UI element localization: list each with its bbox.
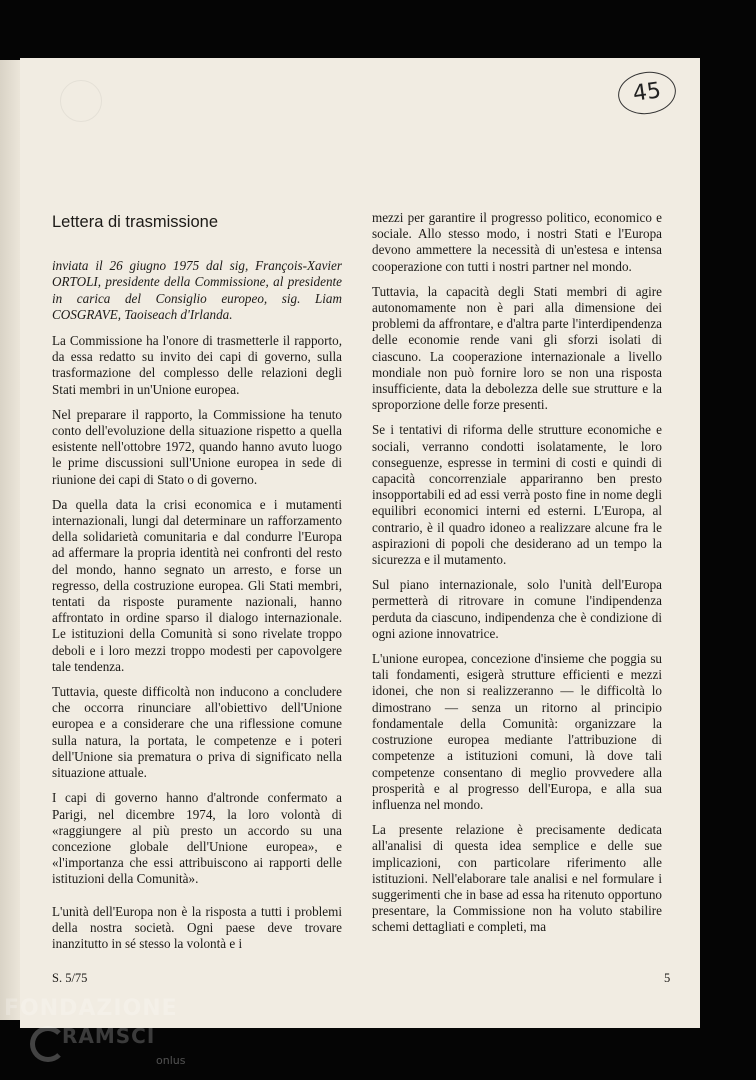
handwritten-page-number: 45 [615,68,678,118]
page-number: 5 [664,971,671,985]
paragraph: mezzi per garantire il progresso politico, economico e sociale. Allo stesso modo, i nostri Stati e l'Europa devono ammettere la necessità di un'estesa e intensa cooperazione con tutti i nostri partner nel mondo. [372,210,662,274]
document-page [20,58,700,1028]
paragraph: L'unità dell'Europa non è la risposta a tutti i problemi della nostra società. Ogni paese deve trovare inanzitutto in sé stesso la volontà e i [52,903,342,951]
paragraph: L'unione europea, concezione d'insieme che poggia su tali fondamenti, esigerà strutture efficienti e mezzi idonei, che non si realizzeranno — le difficoltà lo dimostrano — senza un ritorno al principio fondamentale della Comunità: organizzare la costruzione europea mediante l'attribuzione di competenze a istituzioni comuni, là dove tali competenze consentano di meglio provvedere alla prosperità e al progresso dell'Europa, e alla sua influenza nel mondo. [372,651,662,812]
watermark-g-logo-icon [30,1026,66,1062]
previous-page-edge [0,60,20,1020]
right-column [372,210,662,945]
faded-stamp [60,80,102,122]
paragraph: Sul piano internazionale, solo l'unità dell'Europa permetterà di ritrovare in comune l'indipendenza perduta da ciascuno, indipendenza che è condizione di ogni azione innovatrice. [372,577,662,641]
paragraph: Da quella data la crisi economica e i mutamenti internazionali, lungi dal determinare un rafforzamento della solidarietà comunitaria e dal condurre l'Europa ad affermare la propria identità nei confronti del resto del mondo, hanno segnato un arresto, e forse un regresso, della costruzione europea. Gli Stati membri, tentati da risposte puramente nazionali, hanno affrontato in ordine sparso il dialogo internazionale. Le istituzioni della Comunità si sono rivelate troppo deboli e i loro mezzi troppo modesti per capovolgere tale tendenza. [52,496,342,674]
watermark-line1: FONDAZIONE [4,996,178,1021]
paragraph: I capi di governo hanno d'altronde confermato a Parigi, nel dicembre 1974, la loro volontà di «raggiungere al più presto un accordo su una concezione globale dell'Unione europea», e «l'importanza che essi attribuiscono ai rapporti delle istituzioni della Comunità». [52,790,342,887]
watermark-line2: RAMSCI [62,1024,156,1048]
document-reference: S. 5/75 [52,971,88,985]
left-column [52,210,342,961]
paragraph: La presente relazione è precisamente dedicata all'analisi di questa idea semplice e delle sue implicazioni, con particolare riferimento alle istituzioni. Nell'elaborare tale analisi e nel formulare i suggerimenti che in base ad essa ha ritenuto opportuno presentare, la Commissione non ha voluto stabilire schemi dettagliati e completi, ma [372,822,662,935]
paragraph: Tuttavia, queste difficoltà non inducono a concludere che occorra rinunciare all'obiettivo dell'Unione europea e a considerare che una riflessione comune sulla natura, la portata, le competenze e i poteri dell'Unione sia prematura o priva di significato nella situazione attuale. [52,684,342,781]
letter-heading: Lettera di trasmissione [52,213,218,231]
paragraph: Nel preparare il rapporto, la Commissione ha tenuto conto dell'evoluzione della situazione rispetto a quella esistente nell'ottobre 1972, quando hanno avuto luogo le prime discussioni sull'Unione europea in sede di riunione dei capi di Stato o di governo. [52,406,342,487]
paragraph: Se i tentativi di riforma delle strutture economiche e sociali, verranno condotti isolatamente, le loro conseguenze, espresse in termini di costi e quindi di capacità concorrenziale appariranno ben presto insopportabili ed ad essi verrà posto fine in nome degli equilibri economici interni ed esterni. L'Europa, al contrario, è il quadro idoneo a realizzare alcune fra le aspirazioni di popoli che desiderano ad un tempo la sicurezza e il mutamento. [372,422,662,568]
paragraph: Tuttavia, la capacità degli Stati membri di agire autonomamente non è pari alla dimensione dei problemi da affrontare, e d'altra parte l'interdipendenza delle economie rende vani gli sforzi isolati di ciascuno. La cooperazione internazionale a livello mondiale non può fornire loro se non una risposta insufficiente, data la debolezza delle sue strutture e la sproporzione delle forze presenti. [372,283,662,413]
paragraph: La Commissione ha l'onore di trasmetterle il rapporto, da essa redatto su invito dei capi di governo, sulla trasformazione del complesso delle relazioni degli Stati membri in un'Unione europea. [52,333,342,397]
paragraph-intro: inviata il 26 giugno 1975 dal sig, François-Xavier ORTOLI, presidente della Commissione, al presidente in carica del Consiglio europeo, sig. Liam COSGRAVE, Taoiseach d'Irlanda. [52,258,342,322]
watermark-onlus: onlus [156,1054,186,1067]
